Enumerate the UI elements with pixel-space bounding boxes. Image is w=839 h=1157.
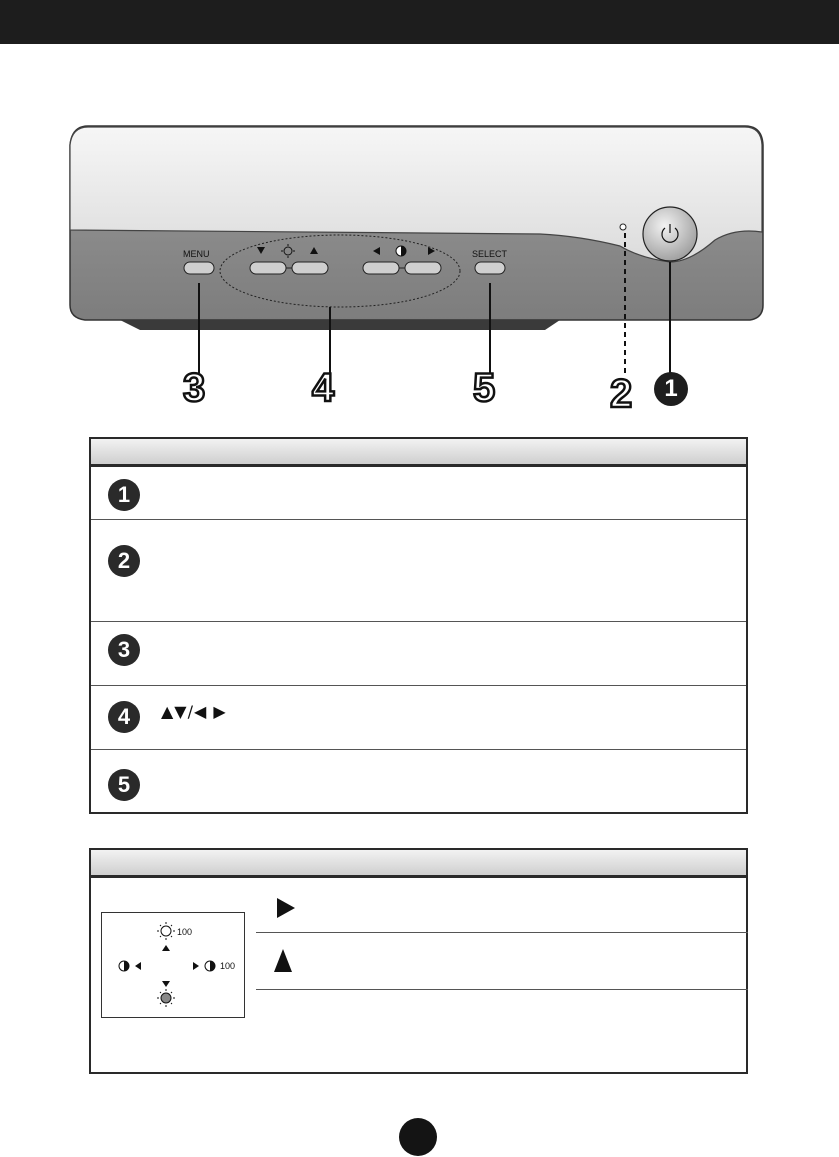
power-button: [643, 207, 697, 261]
row-4-number: 4: [108, 701, 140, 733]
callout-2: 2: [610, 372, 633, 416]
row-1-number: 1: [108, 479, 140, 511]
row-5-number: 5: [108, 769, 140, 801]
contrast-right-button: [405, 262, 441, 274]
row-2-number: 2: [108, 545, 140, 577]
contrast-icon: [396, 246, 406, 256]
osd-table-header: [91, 850, 746, 878]
brightness-icon: [157, 922, 175, 940]
controls-table-header: [91, 439, 746, 467]
row-3-number: 3: [108, 634, 140, 666]
right-triangle-icon: [271, 894, 301, 924]
callout-3: 3: [183, 366, 206, 410]
up-triangle-icon: [269, 946, 299, 976]
contrast-icon: [205, 961, 215, 971]
osd-table: [89, 848, 748, 1074]
brightness-down-button: [250, 262, 286, 274]
contrast-left-button: [363, 262, 399, 274]
osd-contrast-value: 100: [220, 961, 236, 971]
row-4-arrows: ▲▼/◀ ▶: [161, 702, 227, 721]
controls-table: [89, 437, 748, 814]
select-label: SELECT: [472, 249, 508, 259]
brightness-up-button: [292, 262, 328, 274]
page-number-dot: [399, 1118, 437, 1156]
brightness-icon: [157, 989, 175, 1007]
monitor-front-panel: [0, 0, 839, 420]
power-indicator: [620, 224, 626, 230]
menu-label: MENU: [183, 249, 210, 259]
osd-preview: [101, 912, 245, 1018]
osd-brightness-value: 100: [177, 927, 193, 937]
select-button: [475, 262, 505, 274]
callout-5: 5: [473, 366, 496, 410]
contrast-icon: [119, 961, 129, 971]
callout-1: 1: [654, 372, 688, 406]
callout-4: 4: [312, 366, 335, 410]
menu-button: [184, 262, 214, 274]
